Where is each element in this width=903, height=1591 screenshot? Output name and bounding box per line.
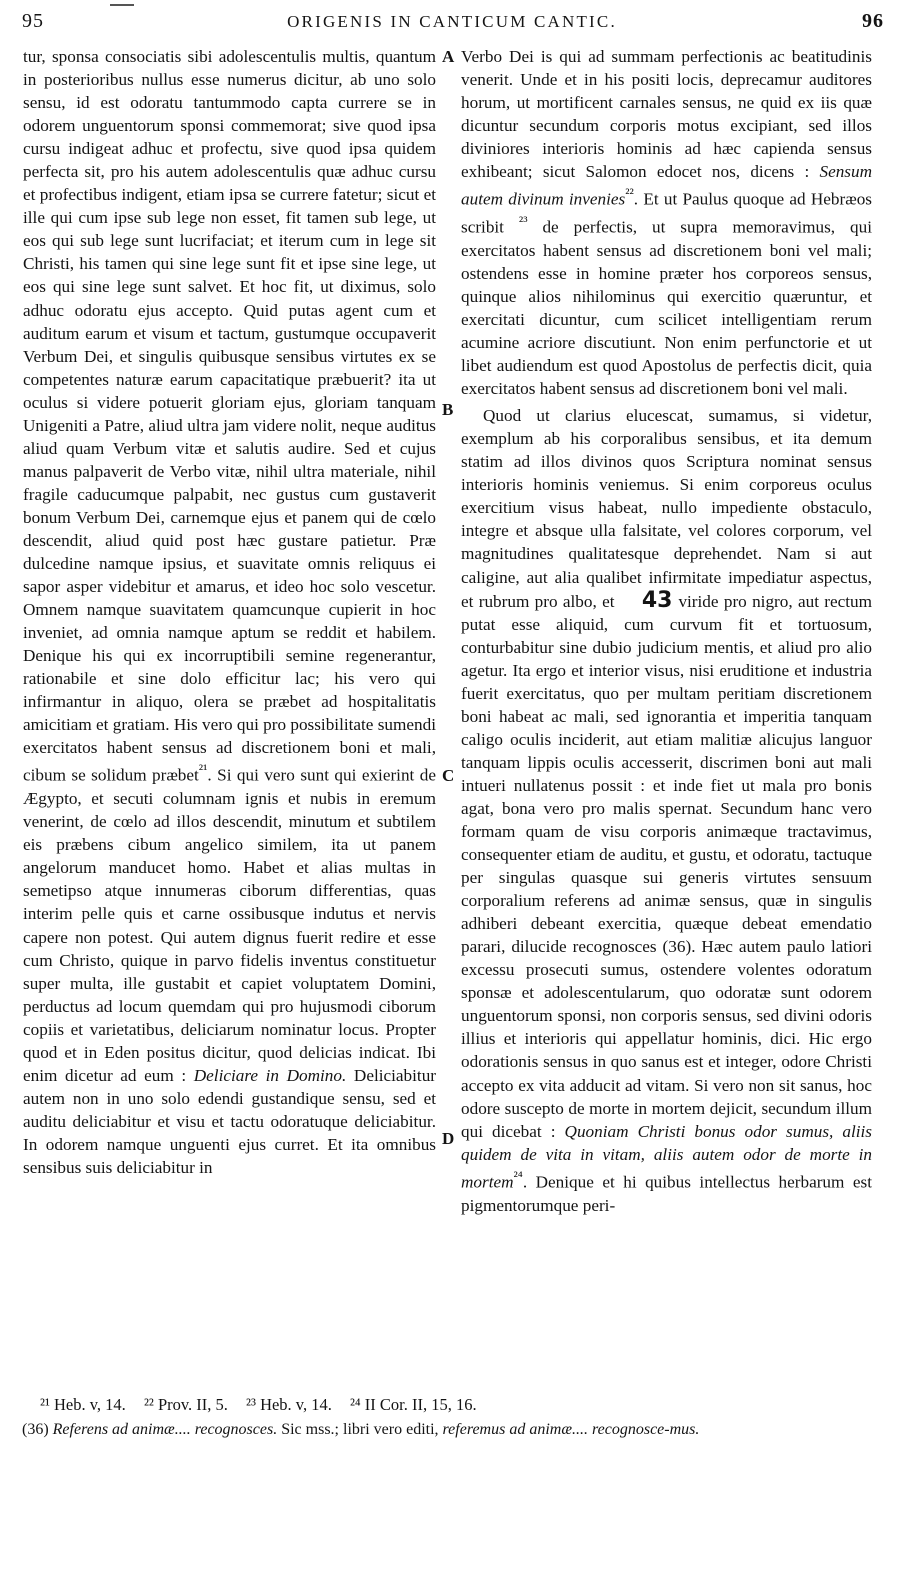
- note-number: (36): [22, 1421, 49, 1438]
- right-paragraph-1: [461, 45, 872, 400]
- footnote-marker: ²⁴: [513, 1168, 523, 1185]
- running-header: [16, 4, 888, 34]
- body-text: de perfectis, ut supra memoravimus, qui exercitatos habent sensus ad discretionem boni vel mali; ostendens esse in homine præter hos corporeos sensus, quinque alios nihilominus qui exercitio quæruntur, et exercitati dicuntur, cum scilicet intelligentiam rerum acumine acriore discutiunt. Non enim perfunctorie et ut libet audiendum est quod Apostolus de perfectis dicit, quia exercitatos habent sensus ad discretionem boni vel mali.: [461, 217, 872, 399]
- body-text: tur, sponsa consociatis sibi adolescentulis multis, quantum in posterioribus nullus esse numerus dicitur, ab uno solo sensu, id est odoratu tantummodo capta currere se in odorem unguentorum sponsi commemorat; sive quod ipsa cursu indigeat adhuc et profectu, sive quod ipsa quidem perfecta sit, pro his autem adolescentulis quæ adhuc cursu et profectibus indigent, etiam ipsa se currere fatetur; sicut et ille qui cum ipse sub lege non esset, fit tamen sub lege, ut eos qui sub lege sunt lucrifaciat; et iterum cum in lege sit Christi, his tamen qui sine lege sunt fit et ipse sine lege, ut eos qui sine lege sunt salvet. Et hoc fit, ut diximus, solo adhuc odoratu ejus accepto. Quid putas agent cum et auditum earum et visum et tactum, gustumque occupaverit Verbum Dei, et singulis quibusque sensibus virtutes ex se competentes naturæ earum capacitatique præbuerit? ita ut oculus si videre potuerit gloriam ejus, gloriam tanquam Unigeniti a Patre, aliud ultra jam videre nolit, neque auditus aliud quam Verbum vitæ et salutis audire. Sed et cujus manus palpaverit de Verbo vitæ, nihil ultra materiale, nihil fragile caducumque palpabit, nec gustus cum gustaverit bonum Verbum Dei, carnemque ejus et panem qui de cœlo descendit, aliud quid post hæc gustare patietur. Præ dulcedine namque ipsius, et suavitate omnis reliquus ei sapor asper videbitur et amarus, et ideo hoc solo vescetur. Omnem namque suavitatem quamcunque cupierit in hoc inveniet, ad omnia namque aptum se reddit et habilem. Denique his qui ex incorruptibili semine regenerantur, rationabile et sine dolo efficitur lac; his vero qui infirmantur in aliquo, olera se præbet ad hospitalitatis amicitiam et gratiam. His vero qui pro possibilitate sumendi exercitatos habent sensus ad discretionem boni et mali, cibum se solidum præbet: [23, 47, 436, 786]
- footnote-marker: ²³: [518, 214, 528, 231]
- left-paragraph: [23, 45, 436, 1179]
- margin-letter-d: D: [442, 1129, 455, 1148]
- note-variant: referemus ad animæ.... recognosce-mus.: [442, 1421, 700, 1438]
- footnote-ref: ²¹ Heb. v, 14.: [40, 1395, 126, 1414]
- column-number: 43: [641, 587, 673, 613]
- body-text: . Denique et hi quibus intellectus herbarum est pigmentorumque peri-: [461, 1172, 872, 1215]
- body-text: . Si qui vero sunt qui exierint de Ægypto, et secuti columnam ignis et nubis in eremum venerint, de cœlo ad illos descendit, minutum et subtilem eis præbens cibum angelico similem, ita ut panem angelorum manducet homo. Habet et alias multas in semetipso atque innumeras ciborum differentias, quas interim pelle quis et carne ossibusque indutus et nervis capere non potest. Qui autem dignus fuerit redire et esse cum Christo, quique in parvo fidelis inventus constituetur super multa, ille gustabit et capiet voluptatem Domini, perductus ad locum quemdam qui pro hujusmodi ciborum copiis et varietatibus, deliciarum nominatur locus. Propter quod et in Eden positus dicitur, quod delicias indicat. Ibi enim dicetur ad eum :: [23, 766, 436, 1085]
- footnote-marker: ²¹: [198, 762, 208, 779]
- italic-quote: Quoniam Christi bonus odor sumus, aliis quidem de vita in vitam, aliis autem odor de morte in mortem: [461, 1121, 872, 1192]
- body-text: . Et ut Paulus quoque ad Hebræos scribit: [461, 190, 872, 237]
- italic-quote: Sensum autem divinum invenies: [461, 162, 872, 210]
- note-text: Sic mss.; libri vero editi,: [281, 1421, 439, 1438]
- body-text: Deliciabitur autem non in uno solo edendi gustandique sensu, sed et auditu deliciabitur et visu et tactu odoratuque deliciabitur. In odorem namque unguenti ejus curret. Et ita omnibus sensibus suis deliciabitur in: [23, 1065, 437, 1177]
- body-text: Verbo Dei is qui ad summam perfectionis ac beatitudinis venerit. Unde et in his positi locis, deprecamur auditores horum, ut mortificent carnales sensus, ne quid ex iis quæ dicuntur secundum corporis motus excipiant, sed illos diviniores interioris hominis ad hæc capienda sensus exhibeant; sicut Salomon edocet nos, dicens :: [461, 47, 872, 182]
- note-lemma: Referens ad animæ.... recognosces.: [52, 1421, 278, 1438]
- margin-letter-b: B: [442, 400, 454, 419]
- page-number-left: 95: [22, 10, 44, 32]
- left-column: [23, 45, 436, 1179]
- footnote-ref: ²² Prov. II, 5.: [143, 1395, 228, 1414]
- footnote-ref: ²³ Heb. v, 14.: [246, 1395, 332, 1414]
- right-column: [461, 45, 872, 1217]
- ink-scratch: [110, 4, 134, 6]
- editorial-note: [22, 1419, 874, 1440]
- running-title: ORIGENIS IN CANTICUM CANTIC.: [287, 12, 617, 31]
- footnote-ref: ²⁴ II Cor. II, 15, 16.: [349, 1395, 477, 1414]
- body-text: viride pro nigro, aut rectum putat esse aliquid, cum curvum fit et tortuosum, conturbabitur sine dubio judicium mentis, et aliud pro alio agetur. Ita ergo et interior visus, nisi eruditione et industria fuerit exercitatus, quo per multam peritiam discretionem boni habeat ac mali, sed ignorantia et imperitia tanquam caligo oculis inciderit, aut etiam malitiæ alicujus languor tanquam lippis oculis accesserit, discrimen boni aut mali intueri nullatenus possit : et inde fiet ut mala pro bonis agat, bona vero pro malis spernat. Secundum hanc vero formam quam de visu corporis animæque tractavimus, consequenter etiam de auditu, et gustu, et odoratu, tactuque per singulas quasque sui generis virtutes sensuum corporalium referens ad animæ sensus, quæ in singulis adhiberi debeant exercitia, quæque debeat emendatio parari, dilucide recognosces (36). Hæc autem paulo latiori excessu prosecuti sumus, ostendere volentes odoratum sponsæ et adolescentularum, quo odoratæ sunt odorem unguentorum sponsi, non corporis sensus, sed divini odoris illius et interioris qui appellatur hominis, dici. Hic ergo odorationis sensus in quo sanus est et integer, odore Christi accepto ex vita adducit ad vitam. Si vero non sit sanus, hoc odore suscepto de morte in mortem dejicit, secundum illum qui dicebat :: [461, 591, 873, 1141]
- italic-quote: Deliciare in Domino.: [193, 1065, 347, 1085]
- body-text: Quod ut clarius elucescat, sumamus, si videtur, exemplum ab his corporalibus sensibus, et ita demum statim ad illos divinos quos Scriptura nominat sensus interioris hominis veniemus. Si enim corporeus oculus exercitium visus habeat, nullo impediente obstaculo, integre et absque ulla falsitate, vel colores corporum, vel magnitudines qualitatesque deprehendet. Nam si aut caligine, aut alia qualibet infirmitate impediatur aspectus, et rubrum pro albo, et: [461, 406, 872, 611]
- right-paragraph-2: [461, 404, 872, 1216]
- margin-letter-c: C: [442, 766, 455, 785]
- margin-letter-a: A: [442, 47, 455, 66]
- page-number-right: 96: [862, 10, 884, 32]
- footnote-references: [40, 1395, 880, 1415]
- footnote-marker: ²²: [625, 186, 634, 203]
